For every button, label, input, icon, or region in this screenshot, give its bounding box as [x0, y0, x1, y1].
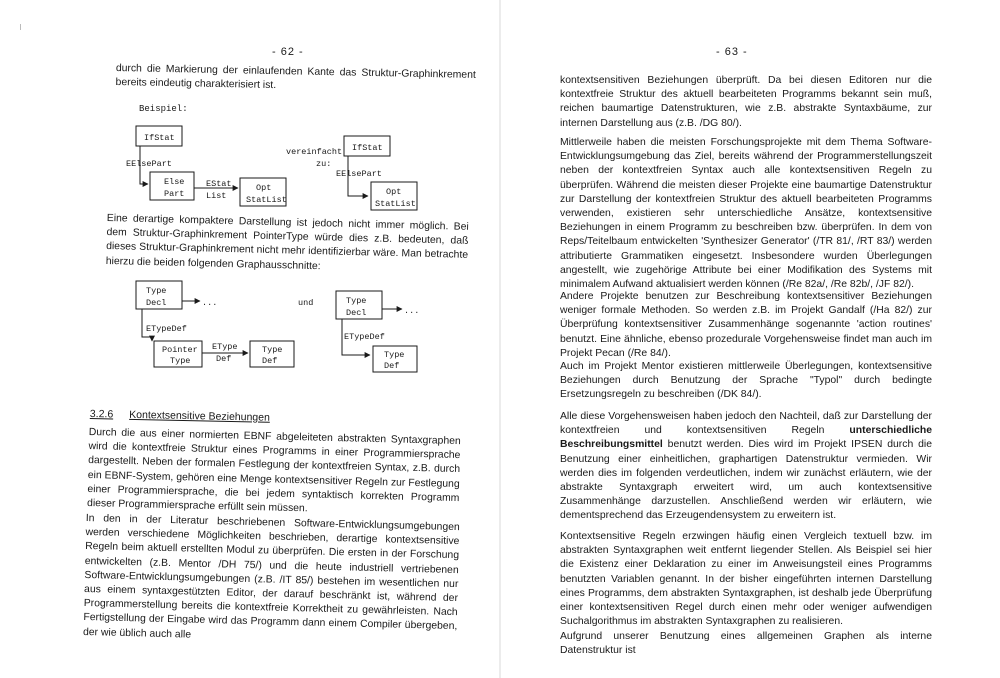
etypedef-label: ETypeDef: [146, 324, 187, 334]
else-label: Else: [164, 177, 185, 187]
paragraph-mentor: Auch im Projekt Mentor existieren mittlerweile Überlegungen, kontextsensitive Beziehungen durch Benutzung der Sprache "Typol" durch bedingte Ersetzungsregeln zu beschreiben (/DK 84/).: [560, 361, 932, 401]
paragraph-ebnf: Durch die aus einer normierten EBNF abgeleiteten abstrakten Syntaxgraphen wird die kontextfreie Struktur eines Programms in einer Programmiersprache dargestellt. Neben der formalen Festlegung der kontextfreien Syntax, z.B. durch ein EBNF-System, gehören eine Menge kontextsensitiver Regeln zur Festlegung einer Programmiersprache, die bei jedem syntaktisch korrekten Programm dieser Programmiersprache erfüllt sein müssen.: [86, 426, 461, 515]
diagram-typedecl-b-node: [372, 344, 422, 376]
eelsepart-label: EElsePart: [126, 159, 172, 169]
type-decl-label-b-2: Decl: [346, 308, 367, 318]
paragraph-literature: In den in der Literatur beschriebenen Software-Entwicklungsumgebungen werden verschiedene Möglichkeiten beschrieben, derartige kontextsensitive Regeln beim aktuell erstellten Modul zu überprüfen. Die ersten in der Forschung entwickelten (z.B. Mentor /DH 75/) und die heute industriell vertriebenen Software-Entwicklungsumgebungen (z.B. /IT 85/) bestehen im wesentlichen nur aus einem syntaxgestützten Editor, der darauf beschränkt ist, während der Programmerstellung bereits die kontextfreie Korrektheit zu gewährleisten. Nach Fertigstellung der Eingabe wird das Programm dann einem Compiler übergeben, der wie üblich auch alle: [82, 512, 460, 641]
opt-label: Opt: [256, 183, 272, 193]
list-label: List: [206, 191, 227, 201]
example-label: Beispiel:: [139, 104, 188, 114]
paragraph-graph-structure: Aufgrund unserer Benutzung eines allgemeinen Graphen als interne Datenstruktur ist: [560, 631, 932, 657]
etype-def-label: Def: [216, 354, 232, 364]
section-title: Kontextsensitive Beziehungen: [129, 408, 271, 424]
paragraph-research-projects: Mittlerweile haben die meisten Forschungsprojekte mit dem Thema Software-Entwicklungsumgebung das Ziel, bereits während der Programmerstellungszeit neben der kontextfreien Syntax auch alle kontextsensitiven Regeln zu überprüfen. Während die meisten dieser Projekte eine baumartige Datenstruktur zur Darstellung der kontextfreien Struktur des aktuell bearbeiteten Programms verwenden, existieren sehr unterschiedliche Ansätze, kontextsensitive Beziehungen in einem Programm zu beschreiben bzw. überprüfen. In dem von Reps/Teitelbaum entwickelten 'Synthesizer Generator' (/TR 81/, /RT 83/) werden attributierte Grammatiken eingesetzt. Insbesondere wurden Überlegungen angestellt, wie zugehörige Attribute bei einer Modifikation des Systems mit minimalem Aufwand aktualisiert werden können (/Re 82a/, /Re 82b/, /JF 82/).: [560, 137, 932, 291]
type-decl-label-2: Decl: [146, 298, 167, 308]
type-decl-label-1: Type: [146, 286, 167, 296]
pointer-label: Pointer: [162, 345, 198, 355]
paragraph-other-projects: Andere Projekte benutzen zur Beschreibung kontextsensitiver Beziehungen weniger formale Methoden. So werden z.B. im Projekt Gandalf (/Ha 82/) zur Überprüfung kontextsensitiver Zusammenhänge sogenannte 'action routines' benutzt. Eine ähnliche, ebenso prozedurale Vorgehensweise findet man auch im Projekt Pecan (/Re 84/).: [560, 291, 932, 359]
dots-label: ...: [202, 298, 218, 308]
opt-label-b: Opt: [386, 187, 402, 197]
intro-paragraph: durch die Markierung der einlaufenden Kante das Struktur-Graphinkrement bereits eindeutig charakterisiert ist.: [115, 62, 476, 92]
section-number: 3.2.6: [89, 408, 114, 421]
diagram-ifstat: [110, 116, 410, 216]
type-def-label-2: Def: [262, 356, 278, 366]
type-def-label-b-2: Def: [384, 361, 400, 371]
part-label: Part: [164, 189, 185, 199]
paragraph-ipsen: [560, 410, 932, 524]
type-def-label-1: Type: [262, 345, 283, 355]
section-heading: [90, 408, 270, 424]
diagram-ifstat-b-node: [370, 180, 420, 214]
type-decl-label-b-1: Type: [346, 296, 367, 306]
paragraph-context-rules: Kontextsensitive Regeln erzwingen häufig einen Vergleich textuell bzw. im abstrakten Syntaxgraphen weit entfernt liegender Stellen. Als Beispiel sei hier die Existenz einer Deklaration zu einer im Anweisungsteil eines Programms benutzten Variablen genannt. In der bisher eingeführten internen Darstellung eines Programms, dem abstrakten Syntaxgraphen, ist deshalb jede Überprüfung einer kontextsensitiven Regel durch einen mehr oder weniger aufwendigen Suchalgorithmus im abstrakten Syntaxgraphen zu realisieren.: [560, 531, 932, 628]
ipsen-text-b: benutzt werden. Dies wird im Projekt IPSEN durch die Benutzung einer einheitlichen, graphartigen Datenstruktur vermieden. Wir werden dies im folgenden verdeutlichen, indem wir zunächst erläutern, wie der abstrakte Syntaxgraph erweitert wird, um auch kontextsensitive Zusammenhänge darzustellen. Anschließend werden wir erläutern, wie dementsprechend das Erzeugendensystem zu erweitern ist.: [560, 439, 932, 522]
paragraph-context-check: kontextsensitiven Beziehungen überprüft. Da bei diesen Editoren nur die kontextfreie Struktur des aktuell bearbeiteten Programms bekannt sein muß, reichen baumartige Datenstrukturen, wie z.B. abstrakte Syntaxbäume, zur internen Darstellung aus (z.B. /DG 80/).: [560, 75, 932, 129]
ifstat-label: IfStat: [144, 133, 175, 143]
dots-label-b: ...: [404, 306, 420, 316]
eelsepart-label-b: EElsePart: [336, 169, 382, 179]
page-63: [500, 0, 1000, 678]
und-label: und: [298, 298, 314, 308]
etypedef-label-b: ETypeDef: [344, 332, 385, 342]
zu-label: zu:: [316, 159, 332, 169]
page-number-left: - 62 -: [272, 46, 304, 58]
etype-label: EType: [212, 342, 238, 352]
estat-label: EStat: [206, 179, 232, 189]
paragraph-pointer-type: Eine derartige kompaktere Darstellung ist jedoch nicht immer möglich. Bei dem Struktur-Graphinkrement PointerType würde dies z.B. bedeuten, daß dieses Struktur-Graphinkrement nicht mehr identifizierbar wäre. Man betrachte hierzu die beiden folgenden Graphausschnitte:: [105, 212, 469, 272]
statlist-label: StatList: [246, 195, 287, 205]
page-number-right: - 63 -: [716, 46, 748, 58]
pointer-type-label: Type: [170, 356, 191, 366]
ipsen-text-bold: unterschiedliche Beschreibungsmittel: [560, 425, 932, 451]
ifstat-label-b: IfStat: [352, 143, 383, 153]
type-def-label-b-1: Type: [384, 350, 405, 360]
vereinfacht-label: vereinfacht: [286, 147, 343, 157]
ipsen-text-a: Alle diese Vorgehensweisen haben jedoch den Nachteil, daß zur Darstellung der kontextfreien und kontextsensitiven Regeln: [560, 411, 932, 437]
statlist-label-b: StatList: [375, 199, 416, 209]
